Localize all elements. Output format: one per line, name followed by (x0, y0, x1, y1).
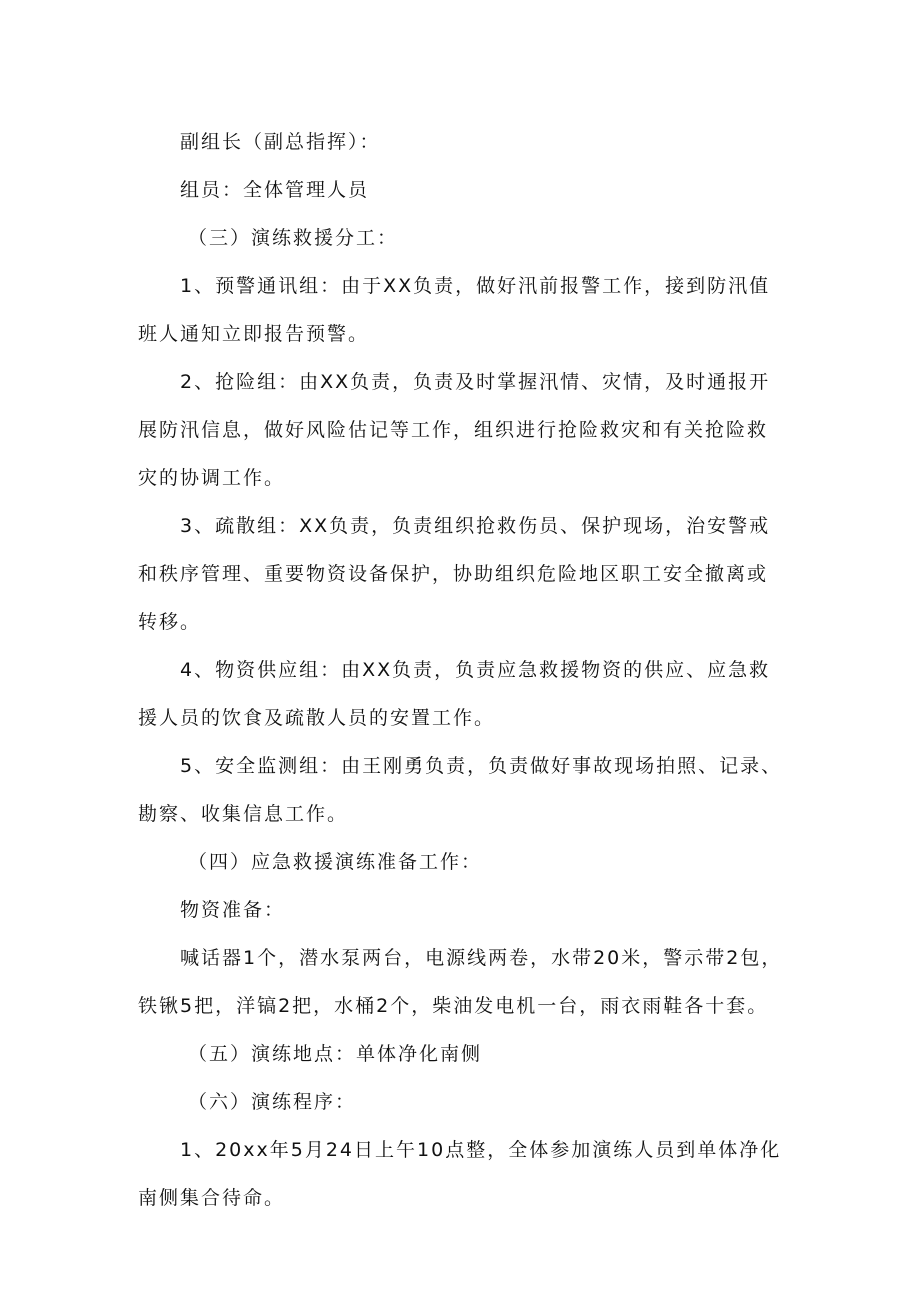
heading-drill-location: （五）演练地点：单体净化南侧 (188, 1043, 483, 1065)
paragraph-members: 组员：全体管理人员 (180, 179, 370, 201)
document-body (138, 118, 788, 1222)
paragraph-evacuation-group: 3、疏散组：XX负责，负责组织抢救伤员、保护现场，治安警戒和秩序管理、重要物资设备保护，协助组织危险地区职工安全撤离或转移。 (138, 515, 771, 633)
heading-drill-division: （三）演练救援分工： (188, 227, 399, 249)
heading-drill-procedure: （六）演练程序： (188, 1091, 357, 1113)
heading-preparation: （四）应急救援演练准备工作： (188, 851, 483, 873)
paragraph-procedure-step-1: 1、20xx年5月24日上午10点整，全体参加演练人员到单体净化南侧集合待命。 (138, 1139, 782, 1209)
paragraph-supply-group: 4、物资供应组：由XX负责，负责应急救援物资的供应、应急救援人员的饮食及疏散人员的安置工作。 (138, 659, 771, 729)
paragraph-material-list: 喊话器1个，潜水泵两台，电源线两卷，水带20米，警示带2包，铁锹5把，洋镐2把，水桶2个，柴油发电机一台，雨衣雨鞋各十套。 (138, 947, 783, 1017)
paragraph-material-prep: 物资准备： (180, 899, 286, 921)
paragraph-rescue-group: 2、抢险组：由XX负责，负责及时掌握汛情、灾情，及时通报开展防汛信息，做好风险估记等工作，组织进行抢险救灾和有关抢险救灾的协调工作。 (138, 371, 771, 489)
paragraph-warning-group: 1、预警通讯组：由于XX负责，做好汛前报警工作，接到防汛值班人通知立即报告预警。 (138, 275, 771, 345)
paragraph-monitoring-group: 5、安全监测组：由王刚勇负责，负责做好事故现场拍照、记录、勘察、收集信息工作。 (138, 755, 783, 825)
paragraph-deputy-leader: 副组长（副总指挥）： (180, 131, 381, 153)
